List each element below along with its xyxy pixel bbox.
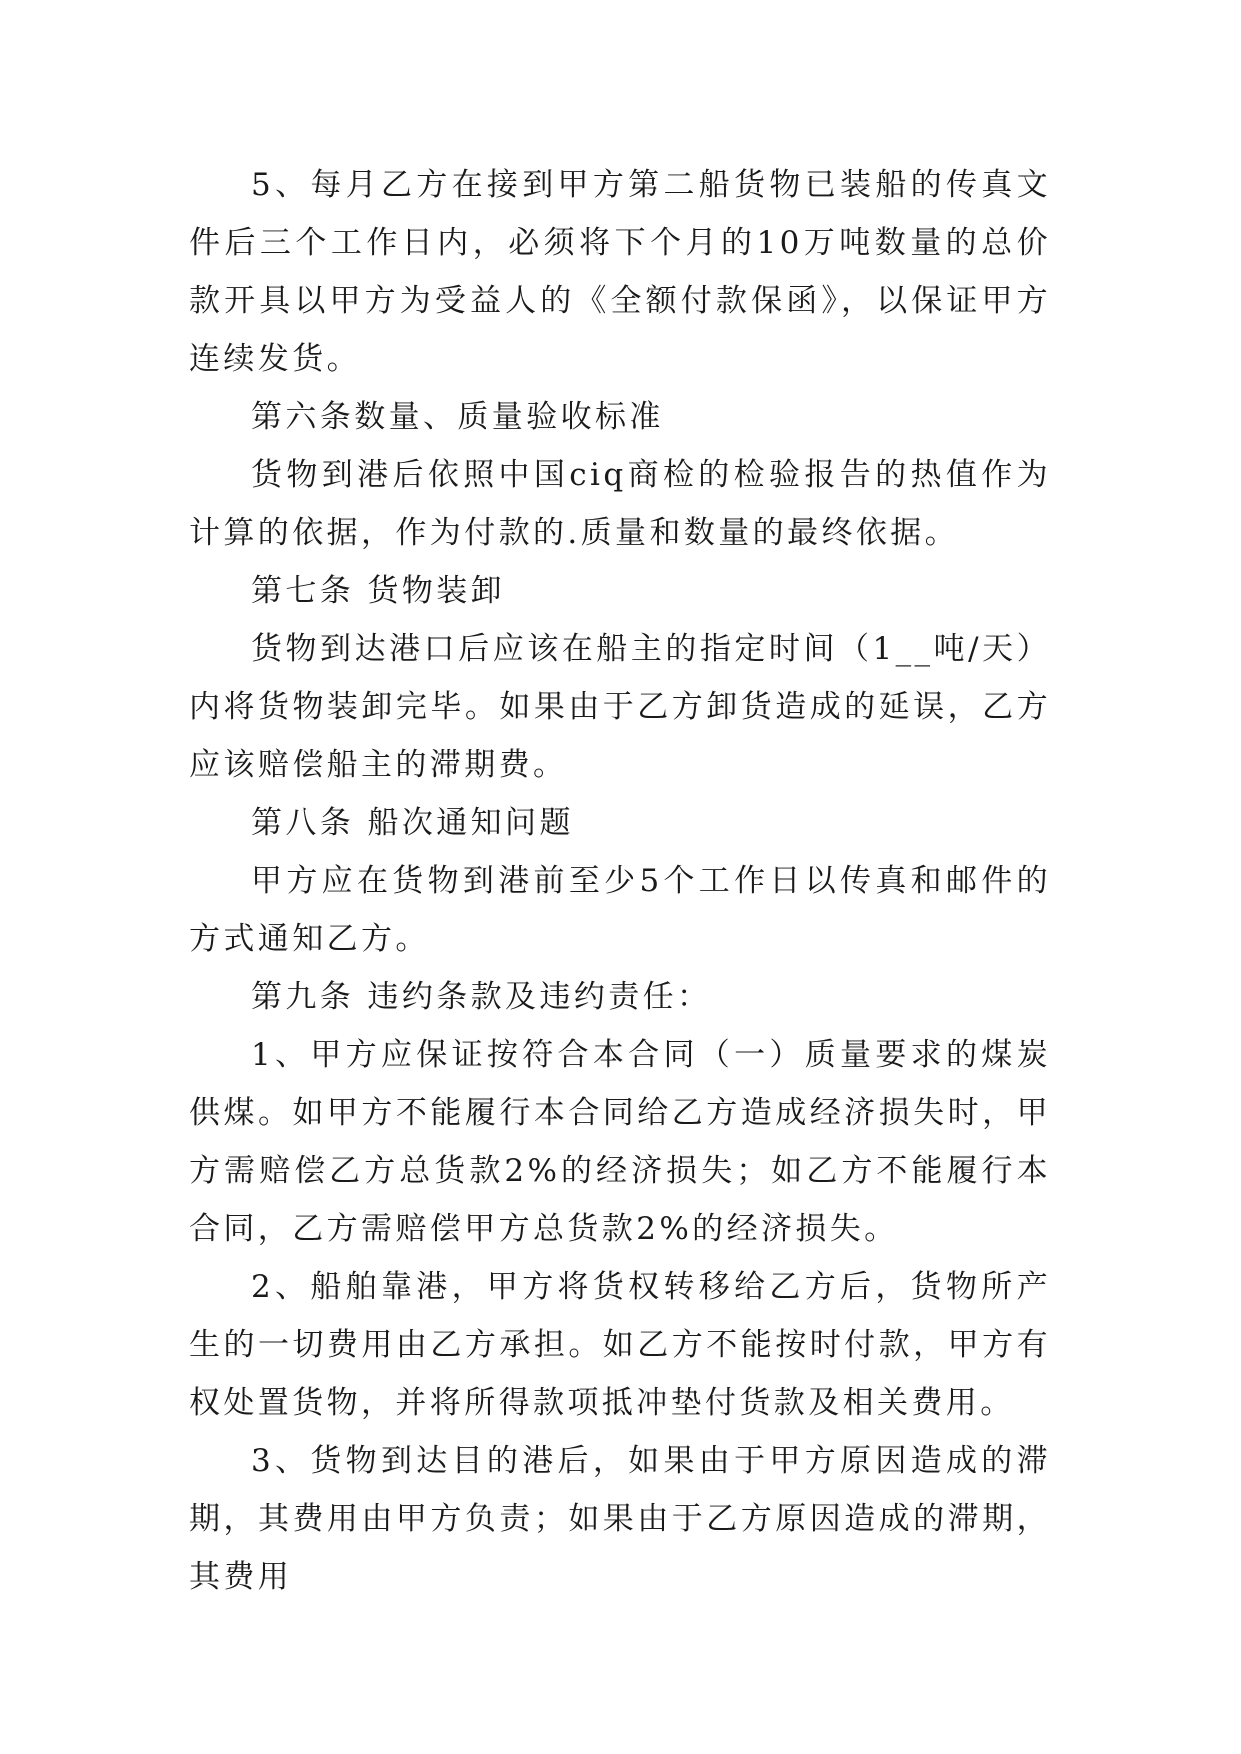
paragraph-article-6-body: 货物到港后依照中国ciq商检的检验报告的热值作为计算的依据，作为付款的.质量和数量的最终依据。	[189, 457, 1051, 551]
paragraph-article-9-item-1: 1、甲方应保证按符合本合同（一）质量要求的煤炭供煤。如甲方不能履行本合同给乙方造成经济损失时，甲方需赔偿乙方总货款2%的经济损失；如乙方不能履行本合同，乙方需赔偿甲方总货款2%的经济损失。	[189, 1037, 1051, 1247]
heading-article-8: 第八条 船次通知问题	[251, 805, 574, 841]
paragraph-article-7-body: 货物到达港口后应该在船主的指定时间（1__吨/天）内将货物装卸完毕。如果由于乙方卸货造成的延误，乙方应该赔偿船主的滞期费。	[189, 631, 1051, 783]
heading-article-6: 第六条数量、质量验收标准	[251, 399, 664, 435]
paragraph-article-9-item-2: 2、船舶靠港，甲方将货权转移给乙方后，货物所产生的一切费用由乙方承担。如乙方不能按时付款，甲方有权处置货物，并将所得款项抵冲垫付货款及相关费用。	[189, 1269, 1051, 1421]
heading-article-9: 第九条 违约条款及违约责任：	[251, 979, 712, 1015]
paragraph-clause-5-payment-guarantee: 5、每月乙方在接到甲方第二船货物已装船的传真文件后三个工作日内，必须将下个月的10万吨数量的总价款开具以甲方为受益人的《全额付款保函》，以保证甲方连续发货。	[189, 167, 1051, 377]
paragraph-article-8-body: 甲方应在货物到港前至少5个工作日以传真和邮件的方式通知乙方。	[189, 863, 1051, 957]
heading-article-7: 第七条 货物装卸	[251, 573, 506, 609]
paragraph-article-9-item-3: 3、货物到达目的港后，如果由于甲方原因造成的滞期，其费用由甲方负责；如果由于乙方原因造成的滞期，其费用	[189, 1443, 1051, 1595]
document-body	[189, 156, 1051, 1606]
